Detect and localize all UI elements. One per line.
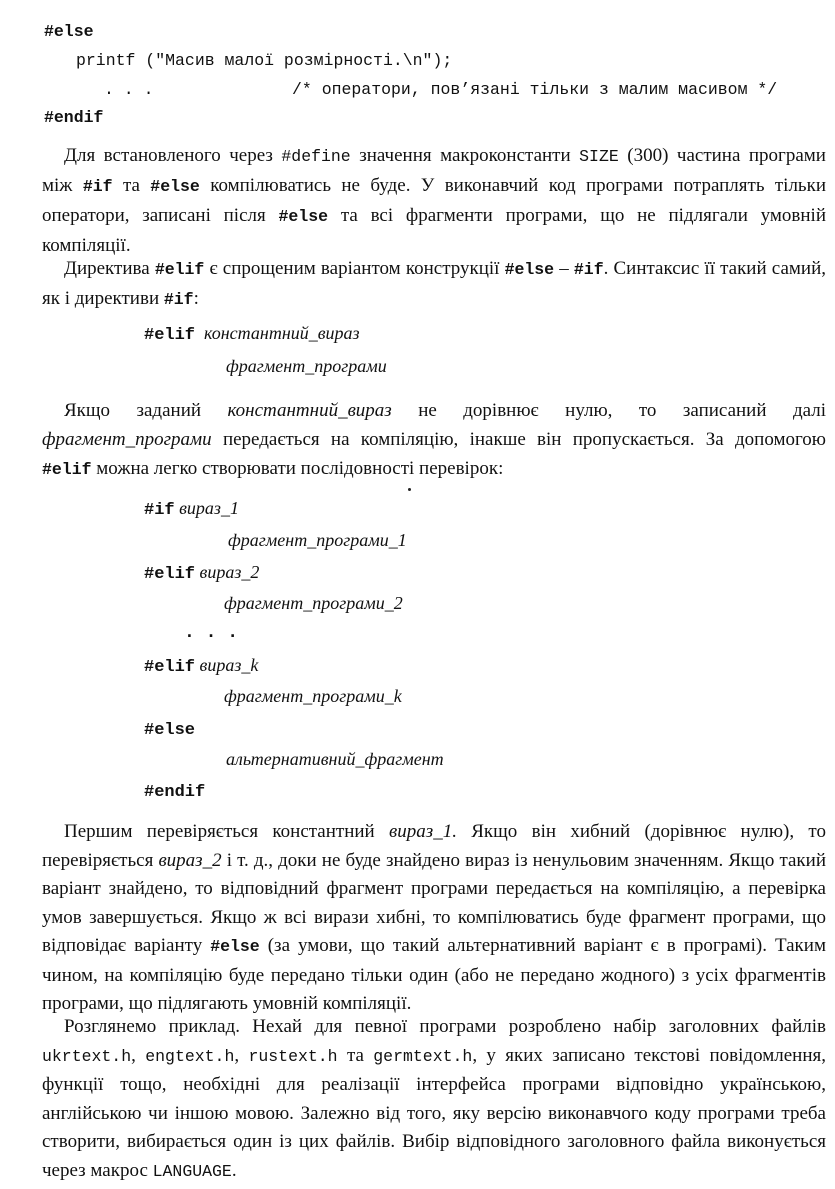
- syntax-elif-2-line: [144, 562, 259, 584]
- stray-dot-mark: [408, 488, 411, 491]
- inline-code: #elif: [154, 260, 205, 279]
- directive-keyword: #else: [144, 721, 196, 740]
- text: –: [554, 258, 574, 279]
- text: Якщо він хибний (дорівнює нулю), то перевіряється: [42, 821, 826, 871]
- text: . Синтаксис її такий самий, як і директиви: [42, 258, 826, 309]
- text: та всі фрагменти програми, що не підлягали умовній компіляції.: [42, 205, 826, 256]
- inline-code: #else: [504, 260, 555, 279]
- text: та: [337, 1044, 374, 1066]
- code-line-endif: #endif: [44, 108, 104, 127]
- inline-code: ukrtext.h: [42, 1046, 132, 1066]
- text: Якщо заданий: [64, 400, 228, 421]
- syntax-endif-line: [144, 780, 205, 802]
- directive-argument: вираз_2: [199, 562, 260, 582]
- text: не дорівнює нулю, то записаний далі: [391, 400, 827, 421]
- paragraph-1: [42, 141, 826, 260]
- text: Першим перевіряється константний: [64, 821, 390, 842]
- directive-body: фрагмент_програми_2: [224, 593, 403, 613]
- text: Для встановленого через: [64, 145, 282, 166]
- directive-argument: вираз_k: [199, 655, 259, 675]
- text: , у яких записано текстові повідомлення, функції тощо, необхідні для реалізації інтерфейса програми відповідно українською, англійською чи іншою мовою. Залежно від того, яку версію виконавчого коду програми треба створити, вибирається один із цих файлів. Вибір відповідного заголовного файла виконується через макрос: [42, 1044, 826, 1181]
- code-line-comment: /* оператори, пов’язані тільки з малим масивом */: [292, 80, 778, 99]
- text: :: [193, 288, 199, 309]
- ellipsis-text: . . .: [184, 623, 239, 643]
- code-line-else: #else: [44, 22, 94, 41]
- syntax-if-line: [144, 498, 239, 520]
- italic-term: константний_вираз: [227, 400, 392, 421]
- directive-argument: константний_вираз: [204, 323, 360, 343]
- directive-argument: вираз_1: [179, 498, 239, 518]
- italic-term: вираз_2: [158, 849, 222, 871]
- text: ,: [131, 1044, 146, 1066]
- inline-code: #define: [281, 147, 351, 166]
- syntax-elif-line: [144, 323, 360, 345]
- directive-keyword: #elif: [144, 565, 196, 584]
- text: ,: [234, 1044, 249, 1066]
- directive-body: фрагмент_програми_k: [224, 686, 402, 706]
- syntax-alternative-fragment: [226, 749, 444, 770]
- syntax-fragment-k: [224, 686, 402, 707]
- directive-body: фрагмент_програми_1: [228, 530, 407, 550]
- directive-body: фрагмент_програми: [226, 356, 387, 376]
- syntax-ellipsis: [184, 623, 238, 643]
- inline-code: engtext.h: [145, 1046, 235, 1066]
- text: значення макроконстанти: [350, 145, 580, 166]
- text: .: [231, 1159, 237, 1181]
- code-line-printf: printf ("Масив малої розмірності.\n");: [76, 51, 453, 70]
- paragraph-3: [42, 396, 826, 484]
- text: Директива: [64, 258, 155, 279]
- inline-code: germtext.h: [373, 1046, 473, 1066]
- paragraph-4: [42, 818, 826, 1019]
- text: можна легко створювати послідовності перевірок:: [91, 458, 504, 479]
- inline-code: rustext.h: [248, 1046, 338, 1066]
- inline-code: #elif: [42, 460, 92, 479]
- code-line-dots: . . .: [104, 80, 154, 99]
- syntax-fragment-2: [224, 593, 403, 614]
- text: і т. д., доки не буде знайдено вираз із ненульовим значенням. Якщо такий варіант знайдено, то відповідний фрагмент програми передається на компіляцію, а перевірка умов завершується. Якщо ж всі вирази хибні, то компілюватись буде фрагмент програми, що відповідає варіанту: [42, 849, 827, 956]
- text: (за умови, що такий альтернативний варіант є в програмі). Таким чином, на компіляцію буде передано тільки один (або не передано жодного) з усіх фрагментів програми, що підлягають умовній компіляції.: [42, 935, 826, 1014]
- directive-keyword: #elif: [144, 326, 196, 345]
- text: та: [112, 175, 151, 196]
- directive-body: альтернативний_фрагмент: [226, 749, 444, 769]
- text: компілюватись не буде. У виконавчий код програми потраплять тільки оператори, записані після: [42, 175, 826, 226]
- inline-code: LANGUAGE: [152, 1161, 232, 1181]
- text: (300) частина програми між: [42, 145, 826, 196]
- inline-code: #if: [82, 177, 113, 196]
- text: передається на компіляцію, інакше він пропускається. За допомогою: [211, 429, 826, 450]
- inline-code: #else: [210, 937, 260, 956]
- syntax-body-line: [226, 356, 387, 377]
- paragraph-2: [42, 254, 826, 314]
- italic-term: фрагмент_програми: [42, 429, 212, 450]
- text: Розглянемо приклад. Нехай для певної програми розроблено набір заголовних файлів: [64, 1016, 826, 1037]
- paragraph-5: [42, 1013, 826, 1186]
- inline-code: #else: [278, 207, 329, 226]
- directive-keyword: #endif: [144, 783, 206, 802]
- inline-code: #if: [573, 260, 604, 279]
- inline-code: #if: [163, 290, 194, 309]
- syntax-fragment-1: [228, 530, 407, 551]
- directive-keyword: #elif: [144, 658, 196, 677]
- syntax-elif-k-line: [144, 655, 258, 677]
- syntax-else-line: [144, 718, 195, 740]
- text: є спрощеним варіантом конструкції: [204, 258, 505, 279]
- directive-keyword: #if: [144, 501, 175, 520]
- inline-code: #else: [150, 177, 200, 196]
- italic-term: вираз_1.: [389, 821, 457, 842]
- inline-code: SIZE: [579, 147, 619, 166]
